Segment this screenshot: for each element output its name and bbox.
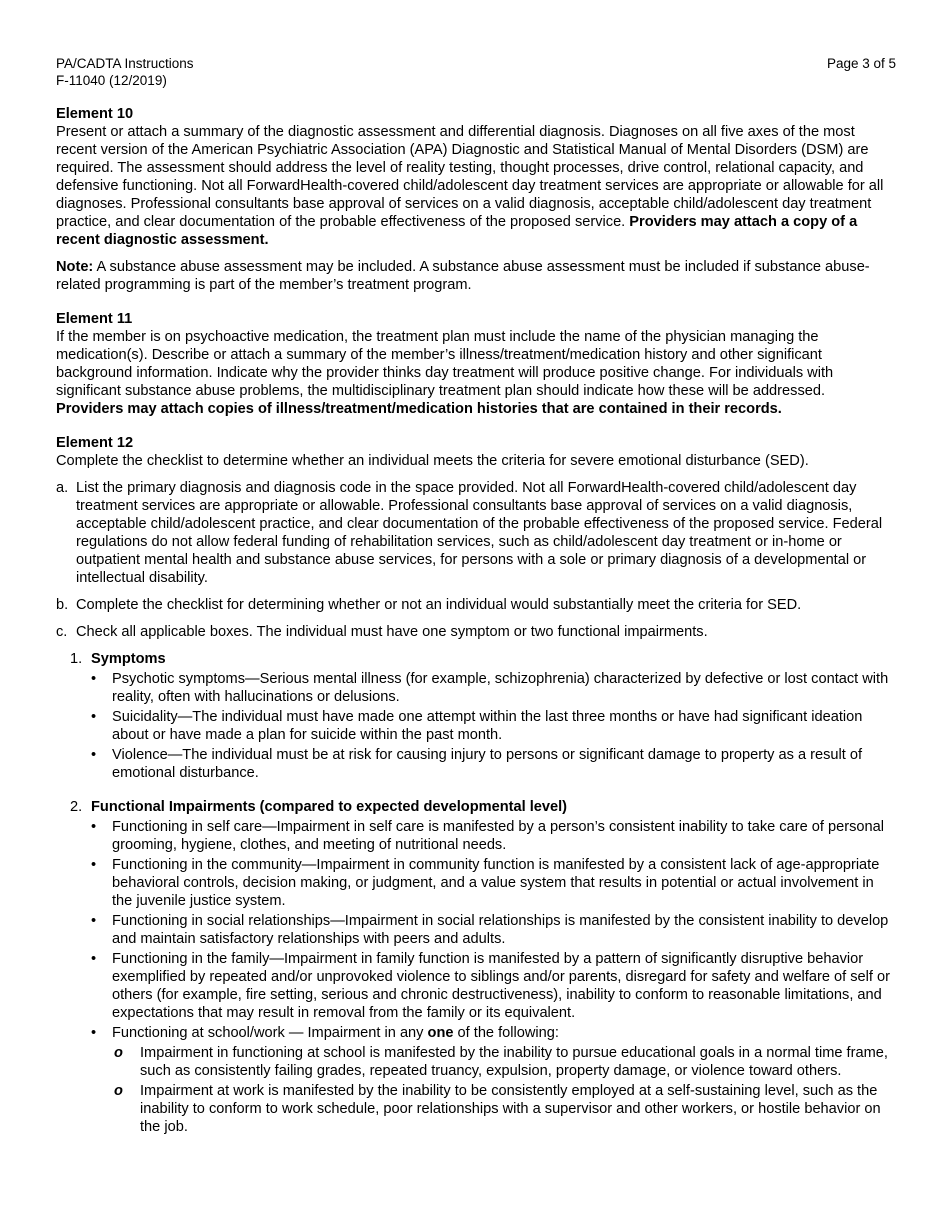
page-header (56, 55, 896, 89)
element-12-title: Element 12 (56, 435, 134, 451)
list-item: • Functioning in the community—Impairment in community function is manifested by a consistent lack of age-appropriate behavioral controls, decision making, or judgment, and a value system that results in potential or actual involvement in the juvenile justice system. (91, 857, 880, 909)
element-10-title: Element 10 (56, 106, 134, 122)
sub-list-item: o Impairment at work is manifested by the inability to be consistently employed at a self-sustaining level, such as the inability to conform to work schedule, poor relationships with a supervisor and other workers, or hostile behavior on the job. (114, 1083, 881, 1135)
list-item: • Psychotic symptoms—Serious mental illness (for example, schizophrenia) characterized by defective or lost contact with reality, often with hallucinations or delusions. (91, 671, 889, 705)
form-number: F-11040 (12/2019) (56, 73, 167, 88)
element-10-note: Note: A substance abuse assessment may be included. A substance abuse assessment must be included if substance abuse-related programming is part of the member’s treatment program. (56, 259, 870, 293)
element-11-body: If the member is on psychoactive medication, the treatment plan must include the name of the physician managing the medication(s). Describe or attach a summary of the member’s illness/treatment/medication history and other significant background information. Indicate why the provider thinks day treatment will produce positive change. For individuals with significant substance abuse problems, the multidisciplinary treatment plan should indicate how these will be addressed. Providers may attach copies of illness/treatment/medication histories that are contained in their records. (56, 329, 834, 417)
element-11-title: Element 11 (56, 311, 133, 327)
element-12-intro: Complete the checklist to determine whether an individual meets the criteria for severe emotional disturbance (SED). (56, 453, 809, 469)
page-number: Page 3 of 5 (826, 56, 896, 71)
document-page (56, 55, 896, 1136)
list-item: • Functioning in the family—Impairment in family function is manifested by a pattern of significantly disruptive behavior exemplified by repeated and/or unprovoked violence to siblings and/or parents, disregard for safety and welfare of self or others (for example, fire setting, serious and chronic destructiveness), inability to conform to reasonable limitations, and expectations that may result in removal from the family or its equivalent. (91, 951, 890, 1021)
list-item-school-work: • Functioning at school/work — Impairment in any one of the following: (91, 1025, 559, 1041)
sub-list-item: o Impairment in functioning at school is manifested by the inability to pursue educational goals in a normal time frame, such as consistently failing grades, repeated truancy, expulsion, property damage, or violence toward others. (114, 1045, 888, 1079)
list-item: • Violence—The individual must be at risk for causing injury to persons or significant damage to property as a result of emotional disturbance. (91, 747, 863, 781)
symptoms-group (56, 650, 896, 782)
list-item: • Suicidality—The individual must have made one attempt within the last three months or have had significant ideation about or have made a plan for suicide within the past month. (91, 709, 863, 743)
list-item-c: c. Check all applicable boxes. The individual must have one symptom or two functional impairments. (56, 624, 708, 640)
list-item: • Functioning in self care—Impairment in self care is manifested by a person’s consistent inability to take care of personal grooming, hygiene, clothes, and meeting of nutritional needs. (91, 819, 884, 853)
criteria-groups (56, 650, 896, 1136)
list-item-b: b. Complete the checklist for determining whether or not an individual would substantially meet the criteria for SED. (56, 597, 802, 613)
impairments-group (56, 798, 896, 1136)
impairments-title: 2. Functional Impairments (compared to expected developmental level) (70, 799, 568, 815)
symptoms-title: 1. Symptoms (70, 651, 166, 667)
list-item-a: a. List the primary diagnosis and diagnosis code in the space provided. Not all ForwardHealth-covered child/adolescent day treatment services are appropriate or allowable. Professional consultants base approval of services on a valid diagnosis, acceptable child/adolescent practice, and clear documentation of the probable effectiveness of the proposed service. Federal regulations do not allow federal funding of rehabilitation services, such as child/adolescent day treatment or in-home or outpatient mental health and substance abuse services, for persons with a sole or primary diagnosis of a developmental or intellectual disability. (56, 480, 883, 586)
element-12-section (56, 434, 896, 1136)
list-item: • Functioning in social relationships—Impairment in social relationships is manifested by the consistent inability to develop and maintain satisfactory relationships with peers and adults. (91, 913, 889, 947)
element-10-body: Present or attach a summary of the diagnostic assessment and differential diagnosis. Diagnoses on all five axes of the most recent version of the American Psychiatric Association (APA) Diagnostic and Statistical Manual of Mental Disorders (DSM) are required. The assessment should address the level of reality testing, thought processes, drive control, relational capacity, and defensive functioning. Not all ForwardHealth-covered child/adolescent day treatment services are appropriate or allowable for all diagnoses. Professional consultants base approval of services on a valid diagnosis, acceptable child/adolescent day treatment practice, and clear documentation of the probable effectiveness of the proposed service. Providers may attach a copy of a recent diagnostic assessment. (56, 124, 884, 248)
element-11-section (56, 310, 896, 418)
form-title: PA/CADTA Instructions (56, 56, 194, 71)
element-10-section (56, 105, 896, 294)
